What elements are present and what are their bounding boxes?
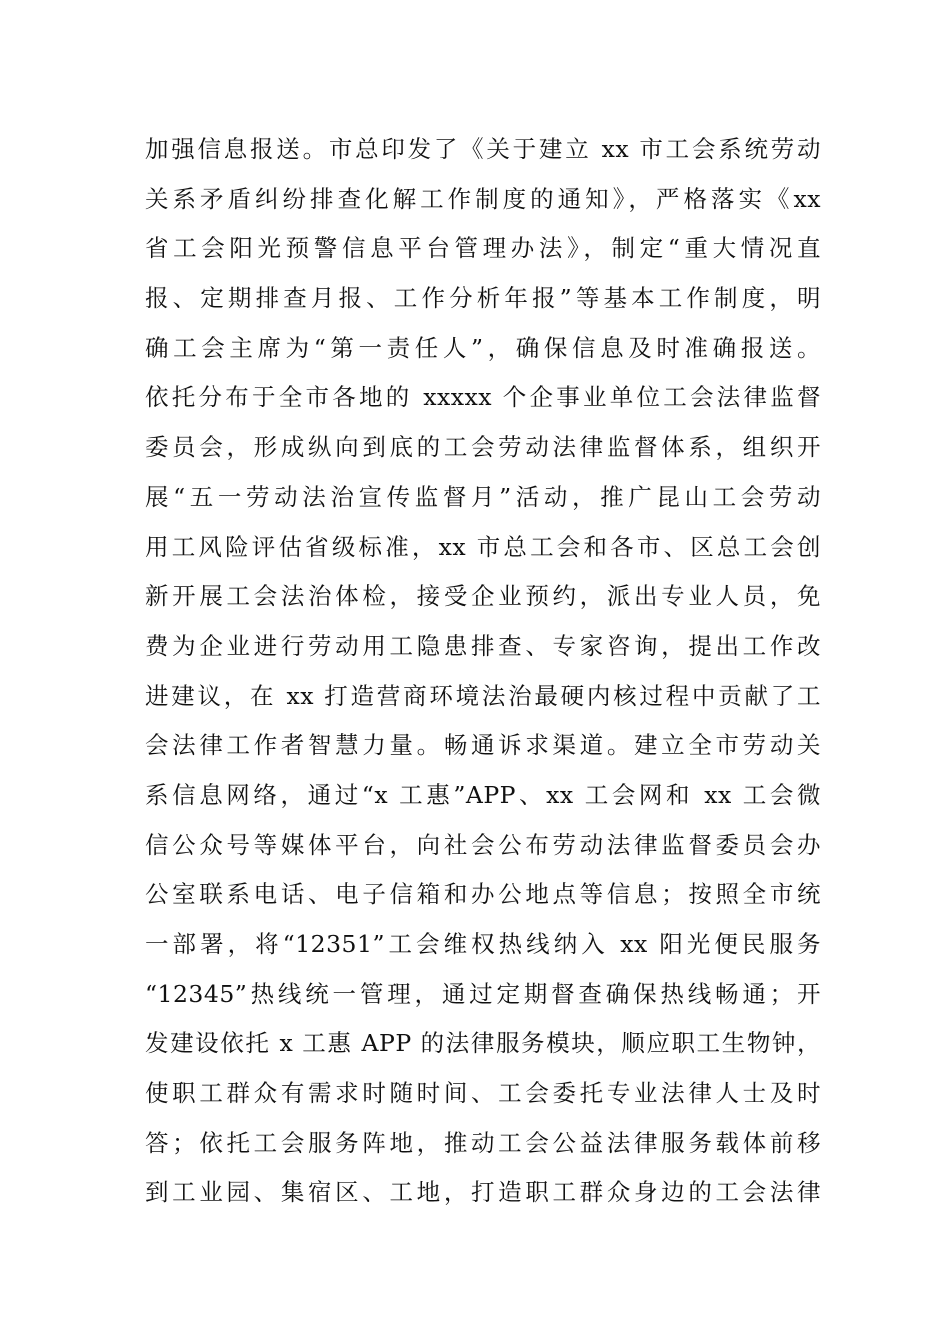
text-line: 会法律工作者智慧力量。畅通诉求渠道。建立全市劳动关 [145, 731, 821, 760]
text-line: 加强信息报送。市总印发了《关于建立 xx 市工会系统劳动 [145, 135, 821, 163]
text-line: 依托分布于全市各地的 xxxxx 个企事业单位工会法律监督 [145, 383, 821, 412]
text-line: 关系矛盾纠纷排查化解工作制度的通知》，严格落实《xx [145, 184, 821, 213]
body-paragraph [145, 125, 821, 1218]
text-line: 到工业园、集宿区、工地，打造职工群众身边的工会法律 [145, 1178, 821, 1207]
text-line: 发建设依托 x 工惠 APP 的法律服务模块，顺应职工生物钟， [145, 1029, 821, 1058]
text-line: “12345”热线统一管理，通过定期督查确保热线畅通；开 [145, 979, 821, 1008]
text-line: 省工会阳光预警信息平台管理办法》，制定“重大情况直 [145, 234, 821, 263]
text-line: 系信息网络，通过“x 工惠”APP、xx 工会网和 xx 工会微 [145, 780, 821, 809]
text-line: 用工风险评估省级标准，xx 市总工会和各市、区总工会创 [145, 532, 821, 561]
text-line: 报、定期排查月报、工作分析年报”等基本工作制度，明 [145, 284, 821, 313]
text-line: 费为企业进行劳动用工隐患排查、专家咨询，提出工作改 [145, 631, 821, 660]
text-line: 一部署，将“12351”工会维权热线纳入 xx 阳光便民服务 [145, 930, 821, 958]
text-line: 信公众号等媒体平台，向社会公布劳动法律监督委员会办 [145, 830, 821, 859]
text-line: 使职工群众有需求时随时间、工会委托专业法律人士及时 [145, 1079, 821, 1108]
text-line: 委员会，形成纵向到底的工会劳动法律监督体系，组织开 [145, 433, 821, 462]
text-line: 新开展工会法治体检，接受企业预约，派出专业人员，免 [145, 582, 821, 611]
text-line: 进建议，在 xx 打造营商环境法治最硬内核过程中贡献了工 [145, 681, 821, 710]
text-line: 展“五一劳动法治宣传监督月”活动，推广昆山工会劳动 [145, 482, 821, 511]
text-line: 答；依托工会服务阵地，推动工会公益法律服务载体前移 [145, 1128, 821, 1157]
text-line: 公室联系电话、电子信箱和办公地点等信息；按照全市统 [145, 880, 821, 909]
text-line: 确工会主席为“第一责任人”，确保信息及时准确报送。 [145, 333, 821, 362]
